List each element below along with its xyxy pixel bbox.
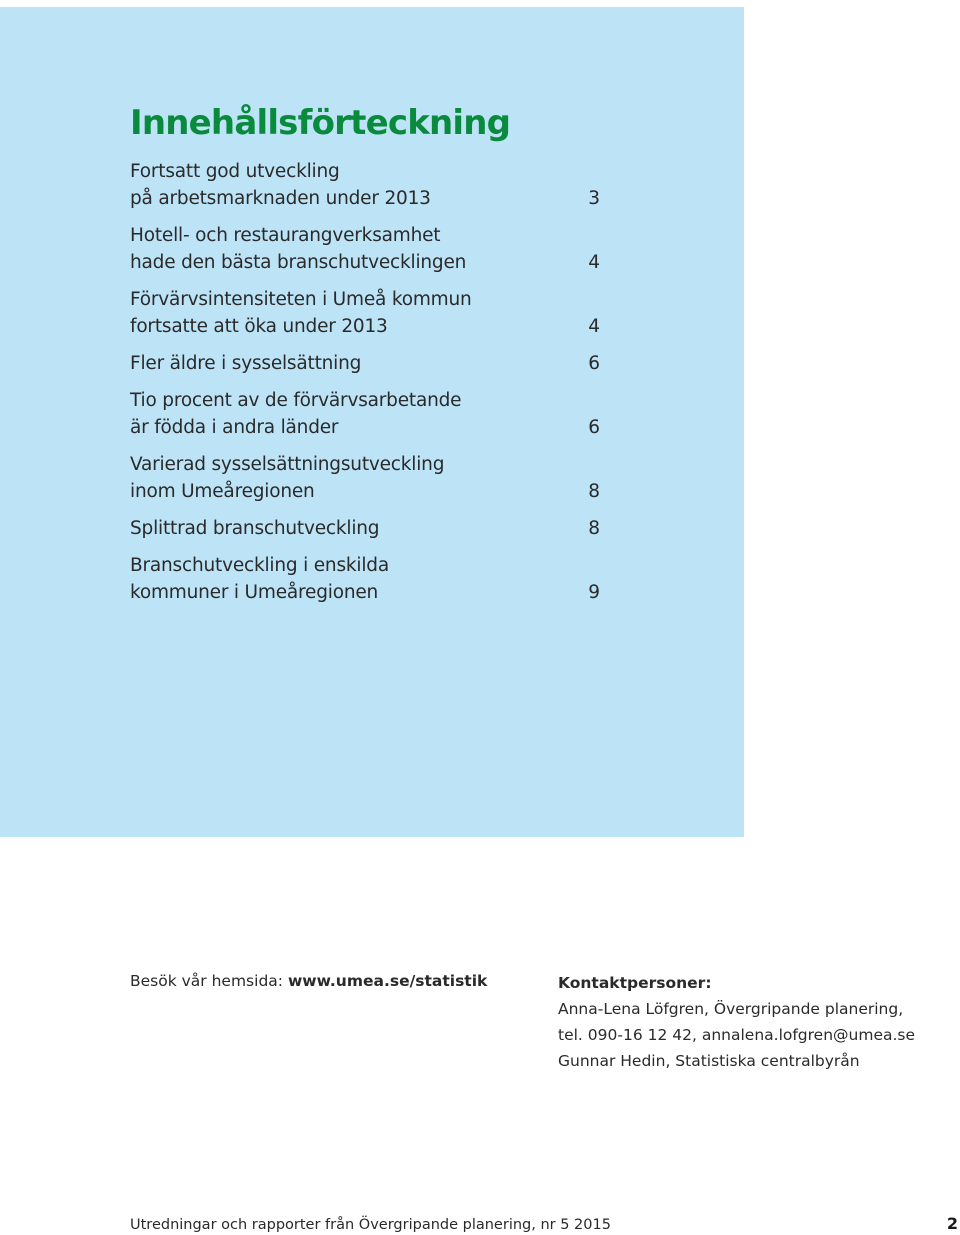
contact-line: Anna-Lena Löfgren, Övergripande planering,	[558, 1000, 904, 1018]
toc-entry-text	[130, 158, 431, 212]
toc-entry-line: är födda i andra länder	[130, 417, 339, 438]
toc-entry[interactable]	[130, 451, 600, 505]
toc-entry-page: 6	[588, 353, 600, 374]
toc-entry-line: Tio procent av de förvärvsarbetande	[130, 390, 462, 411]
page-number: 2	[946, 1214, 958, 1233]
toc-entry-text	[130, 451, 444, 505]
toc-entry-page: 3	[588, 188, 600, 209]
toc-entry[interactable]	[130, 350, 600, 377]
toc-entry-text	[130, 286, 472, 340]
toc-entry[interactable]	[130, 387, 600, 441]
website-link[interactable]: www.umea.se/statistik	[287, 972, 488, 990]
toc-entry-page: 4	[588, 316, 600, 337]
toc-entry-line: Hotell- och restaurangverksamhet	[130, 225, 441, 246]
toc-entry-line: Varierad sysselsättningsutveckling	[130, 454, 445, 475]
toc-entry[interactable]	[130, 158, 600, 212]
toc-entry-line: kommuner i Umeåregionen	[130, 582, 379, 603]
toc-entry[interactable]	[130, 286, 600, 340]
toc-entry-line: fortsatte att öka under 2013	[130, 316, 388, 337]
toc-title: Innehållsförteckning	[130, 103, 511, 143]
toc-entry-line: Fortsatt god utveckling	[130, 161, 340, 182]
toc-entry-line: Förvärvsintensiteten i Umeå kommun	[130, 289, 472, 310]
toc-entry-line: Fler äldre i sysselsättning	[130, 353, 362, 374]
toc-entry-page: 6	[588, 417, 600, 438]
toc-entry[interactable]	[130, 222, 600, 276]
toc-entry-line: inom Umeåregionen	[130, 481, 315, 502]
toc-list	[130, 158, 600, 616]
website-note	[130, 970, 487, 992]
contact-line: tel. 090-16 12 42, annalena.lofgren@umea.se	[558, 1026, 916, 1044]
toc-entry-page: 8	[588, 518, 600, 539]
toc-entry-text	[130, 222, 466, 276]
toc-entry-text	[130, 515, 379, 542]
footer-text: Utredningar och rapporter från Övergripande planering, nr 5 2015	[130, 1217, 611, 1233]
toc-entry-page: 8	[588, 481, 600, 502]
toc-entry-page: 9	[588, 582, 600, 603]
toc-entry-line: Branschutveckling i enskilda	[130, 555, 389, 576]
contact-block	[558, 970, 915, 1074]
toc-entry-page: 4	[588, 252, 600, 273]
toc-entry-text	[130, 387, 461, 441]
toc-entry-line: på arbetsmarknaden under 2013	[130, 188, 431, 209]
toc-entry-line: hade den bästa branschutvecklingen	[130, 252, 467, 273]
toc-entry-text	[130, 350, 361, 377]
contacts-heading: Kontaktpersoner:	[558, 974, 712, 992]
website-label: Besök vår hemsida:	[130, 972, 284, 990]
toc-entry[interactable]	[130, 552, 600, 606]
toc-entry[interactable]	[130, 515, 600, 542]
toc-entry-line: Splittrad branschutveckling	[130, 518, 380, 539]
toc-entry-text	[130, 552, 389, 606]
contact-line: Gunnar Hedin, Statistiska centralbyrån	[558, 1052, 860, 1070]
